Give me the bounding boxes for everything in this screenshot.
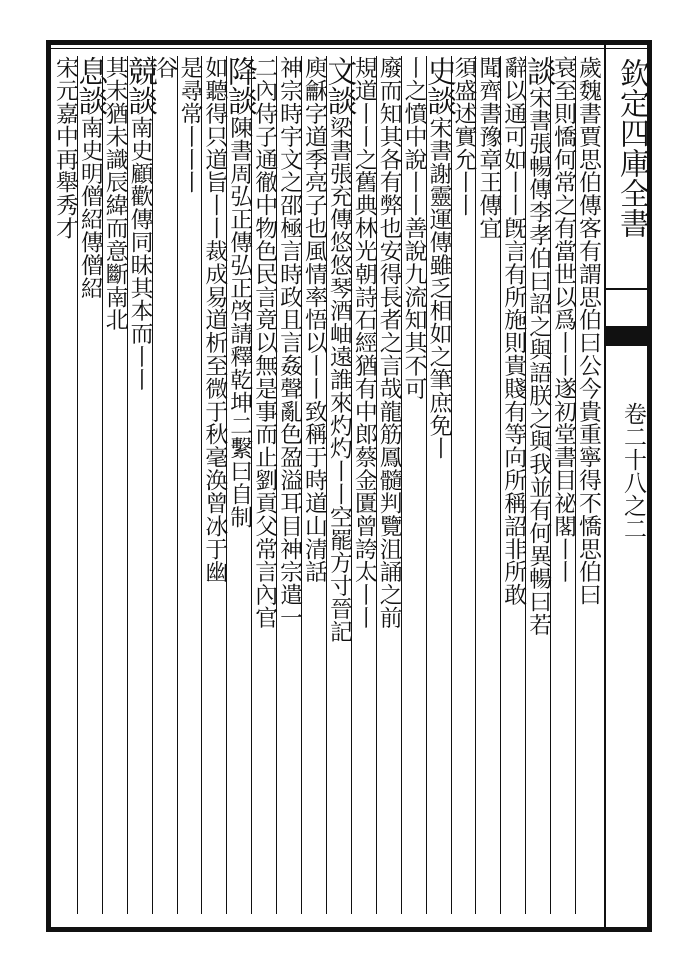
column-text: 規道丨丨之舊典林光朝詩石經猶有中郎蔡金匱曾誇太丨丨: [350, 56, 377, 629]
column-rule: [102, 56, 103, 914]
text-column: [301, 56, 326, 916]
column-text: 廢而知其各有弊也安得長者之言哉龍筋鳳髓判覽沮誦之前: [375, 56, 402, 629]
column-text: 庾龢字道季亮子也風情率悟以丨丨致稱于時道山清話: [300, 56, 327, 583]
column-text: 神宗時宇文之邵極言時政且言姦聲亂色盈溢耳目神宗遣一: [276, 56, 303, 629]
text-column: [177, 56, 202, 916]
section-heading: 談: [521, 56, 557, 86]
text-column: [201, 56, 226, 916]
text-column: [575, 56, 600, 916]
column-rule: [326, 56, 327, 914]
column-rule: [451, 56, 452, 914]
column-text: 宋元嘉中再舉秀才: [51, 56, 78, 240]
column-text: 如聽得只道旨丨丨裁成易道析至微于秋毫涣曾冰于幽: [201, 56, 228, 583]
column-text: 梁書張充傳悠悠琴酒岫遠誰來灼灼丨丨空罷方寸晉記: [325, 115, 352, 643]
top-rule: [46, 48, 652, 49]
text-column: [421, 56, 457, 916]
text-column: [521, 56, 557, 916]
column-rule: [301, 56, 302, 914]
column-rule: [77, 56, 78, 914]
column-rule: [226, 56, 227, 914]
column-rule: [152, 56, 153, 914]
column-text: 聞齊書豫章王傳宜: [475, 56, 502, 240]
column-text: 丨之憤中說丨丨善說九流知其不可: [400, 56, 427, 400]
column-text: 南史顧歡傳同昧其本而丨丨: [126, 115, 153, 391]
column-text: 是尋常丨丨丨: [176, 56, 203, 194]
column-rule: [401, 56, 402, 914]
text-column: [52, 56, 77, 916]
column-text: 衰至則憍何常之有當世以爲丨丨遂初堂書目祕閣丨丨: [550, 56, 577, 583]
column-rule: [426, 56, 427, 914]
text-column: [122, 56, 158, 916]
book-title: 欽定四庫全書: [614, 58, 649, 238]
section-heading: 降談: [222, 56, 258, 116]
margin-black-bar: [606, 326, 652, 346]
column-rule: [251, 56, 252, 914]
text-column: [321, 56, 357, 916]
text-column: [251, 56, 276, 916]
text-column: [152, 56, 177, 916]
column-text: 歲魏書賈思伯傳客有謂思伯曰公今貴重寧得不憍思伯曰: [574, 56, 601, 606]
column-rule: [376, 56, 377, 914]
text-column: [451, 56, 476, 916]
text-column: [351, 56, 376, 916]
column-text: 南史明僧紹傳僧紹: [76, 115, 103, 300]
volume-label: 卷二十八之二: [620, 402, 646, 540]
text-column: [401, 56, 426, 916]
column-rule: [500, 56, 501, 914]
column-rule: [575, 56, 576, 914]
column-text: 其末猶未識辰緯而意斷南北: [101, 56, 128, 331]
column-text: 二內侍子通徹中物色民言竟以無是事而止劉貢父常言內官: [251, 56, 278, 629]
column-text: 陳書周弘正傳弘正啓請釋乾坤二繫曰自制: [226, 115, 253, 529]
column-rule: [550, 56, 551, 914]
section-heading: 史談: [421, 56, 457, 116]
text-column: [376, 56, 401, 916]
column-text: 辭以通可如丨丨旣言有所施則貴賤有等向所稱詔非所敢: [500, 56, 527, 606]
column-rule: [525, 56, 526, 914]
section-heading: 文談: [321, 56, 357, 116]
column-text: 須盛述實允丨丨: [450, 56, 477, 217]
column-text: 谷: [151, 56, 178, 79]
column-text: 宋書謝靈運傳雖乏相如之筆庶免丨: [425, 115, 452, 460]
text-column: [72, 56, 108, 916]
column-rule: [475, 56, 476, 914]
column-rule: [201, 56, 202, 914]
column-rule: [276, 56, 277, 914]
text-column: [550, 56, 575, 916]
text-column: [102, 56, 127, 916]
text-column: [276, 56, 301, 916]
column-rule: [127, 56, 128, 914]
section-heading: 息談: [72, 56, 108, 116]
column-rule: [177, 56, 178, 914]
text-column: [222, 56, 258, 916]
text-column: [500, 56, 525, 916]
text-column: [475, 56, 500, 916]
column-text: 宋書張暢傳李孝伯曰詔之與語朕之與我並有何異暢曰若: [525, 85, 552, 636]
column-rule: [351, 56, 352, 914]
section-heading: 競談: [122, 56, 158, 116]
